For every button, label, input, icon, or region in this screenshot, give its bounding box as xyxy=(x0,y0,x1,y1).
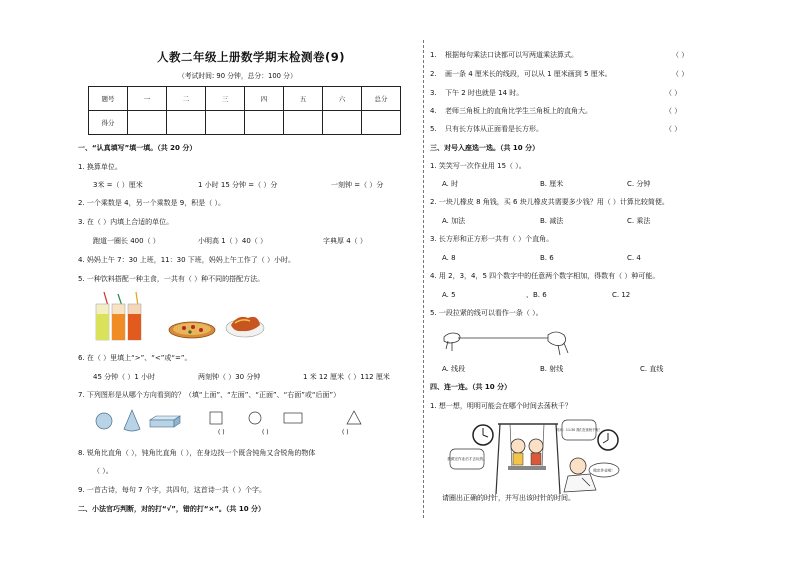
choice-option[interactable]: C. 直线 xyxy=(640,365,664,373)
section-heading-choice: 三、对号入座选一选。（共 10 分） xyxy=(430,144,540,152)
choice-option[interactable]: A. 线段 xyxy=(442,365,466,373)
judge-statement: 画一条 4 厘米长的线段，可以从 1 厘米画到 5 厘米。 xyxy=(445,70,612,78)
answer-blank[interactable]: ( ) xyxy=(218,429,225,436)
question-8-b: （ ）。 xyxy=(93,467,113,475)
view-outlines xyxy=(208,410,368,428)
section-heading-match: 四、连一连。（共 10 分） xyxy=(430,383,512,391)
table-row xyxy=(89,111,401,135)
question-6: 6. 在（ ）里填上“>”、“<”或“=”。 xyxy=(78,354,192,362)
lasagna-icon xyxy=(226,317,264,337)
choice-question-1: 1. 笑笑写一次作业用 15（ ）。 xyxy=(430,162,526,170)
judge-blank[interactable]: （ ） xyxy=(672,51,689,59)
rectangle-outline-icon xyxy=(284,413,302,423)
bubble-text: 时间：11:30 我们在荡秋千呢！ xyxy=(556,428,602,432)
question-6-c: 1 米 12 厘米（ ）112 厘米 xyxy=(303,373,390,381)
question-3-a: 跑道一圈长 400（ ） xyxy=(93,237,160,245)
choice-question-3: 3. 长方形和正方形一共有（ ）个直角。 xyxy=(430,235,554,243)
question-6-b: 两刻钟（ ）30 分钟 xyxy=(198,373,261,381)
question-2: 2. 一个乘数是 4，另一个乘数是 9，积是（ ）。 xyxy=(78,199,225,207)
match-instruction: 请圈出正确的时针，并写出该时针的时间。 xyxy=(442,494,575,502)
stretched-string-illustration xyxy=(440,325,570,357)
table-header-cell: 六 xyxy=(323,87,362,111)
question-3-c: 字典厚 4（ ） xyxy=(323,237,367,245)
question-4: 4. 妈妈上午 7：30 上班，11：30 下班，妈妈上午工作了（ ）小时。 xyxy=(78,256,295,264)
clock-icon[interactable] xyxy=(598,430,618,450)
question-1: 1. 换算单位。 xyxy=(78,163,122,171)
child-icon xyxy=(511,439,525,465)
question-1-a: 3米 =（ ）厘米 xyxy=(93,181,143,189)
juice-glass-icon xyxy=(112,294,125,340)
page-title: 人教二年级上册数学期末检测卷(9) xyxy=(157,50,346,64)
table-header-cell: 二 xyxy=(167,87,206,111)
choice-option[interactable]: A. 5 xyxy=(442,291,456,299)
square-outline-icon xyxy=(210,412,222,424)
score-cell[interactable] xyxy=(323,111,362,135)
column-divider xyxy=(423,40,424,518)
table-header-cell: 三 xyxy=(206,87,245,111)
choice-option[interactable]: C. 分钟 xyxy=(627,180,651,188)
score-cell[interactable] xyxy=(206,111,245,135)
choice-option[interactable]: B. 6 xyxy=(540,254,554,262)
choice-question-2: 2. 一块儿橡皮 8 角钱，买 6 块儿橡皮共需要多少钱？用（ ）计算比较简便。 xyxy=(430,198,669,206)
choice-option[interactable]: 、B. 6 xyxy=(526,291,547,299)
judge-statement: 老师三角板上的直角比学生三角板上的直角大。 xyxy=(445,107,592,115)
answer-blank[interactable]: ( ) xyxy=(342,429,349,436)
swing-frame-icon xyxy=(496,424,560,494)
score-cell[interactable] xyxy=(167,111,206,135)
question-3: 3. 在（ ）内填上合适的单位。 xyxy=(78,218,174,226)
clock-icon[interactable] xyxy=(473,425,493,445)
table-row xyxy=(89,87,401,111)
table-header-cell: 五 xyxy=(284,87,323,111)
score-cell[interactable] xyxy=(128,111,167,135)
judge-blank[interactable]: （ ） xyxy=(665,107,682,115)
table-header-cell: 一 xyxy=(128,87,167,111)
exam-info: （考试时间: 90 分钟，总分：100 分） xyxy=(178,72,297,80)
answer-blank[interactable]: ( ) xyxy=(262,429,269,436)
cone-icon xyxy=(124,410,140,431)
speech-bubble xyxy=(556,420,601,440)
solid-shapes xyxy=(94,408,184,434)
table-row-label: 得分 xyxy=(89,111,128,135)
judge-blank[interactable]: （ ） xyxy=(665,125,682,133)
triangle-outline-icon xyxy=(347,411,361,424)
question-9: 9. 一首古诗，每句 7 个字，共四句，这首诗一共（ ）个字。 xyxy=(78,486,267,494)
choice-option[interactable]: C. 乘法 xyxy=(627,217,651,225)
match-question-1: 1. 想一想，明明可能会在哪个时间去荡秋千？ xyxy=(430,402,572,410)
table-header-cell: 四 xyxy=(245,87,284,111)
cuboid-icon xyxy=(150,416,180,427)
judge-statement: 只有长方体从正面看是长方形。 xyxy=(445,125,543,133)
speech-bubble xyxy=(447,449,487,469)
choice-option[interactable]: A. 加法 xyxy=(442,217,466,225)
choice-question-5: 5. 一段拉紧的线可以看作一条（ ）。 xyxy=(430,309,543,317)
juice-glass-icon xyxy=(128,292,141,340)
table-header-cell: 总分 xyxy=(362,87,401,111)
judge-blank[interactable]: （ ） xyxy=(665,89,682,97)
bubble-text: 我做完作业后才去玩的。 xyxy=(447,457,487,461)
score-cell[interactable] xyxy=(245,111,284,135)
juice-glass-icon xyxy=(96,292,109,340)
question-1-c: 一刻钟 =（ ）分 xyxy=(331,181,384,189)
question-3-b: 小明高 1（ ）40（ ） xyxy=(198,237,268,245)
choice-option[interactable]: B. 厘米 xyxy=(540,180,564,188)
judge-blank[interactable]: （ ） xyxy=(672,70,689,78)
score-cell[interactable] xyxy=(362,111,401,135)
swing-scene-illustration xyxy=(447,416,620,498)
circle-outline-icon xyxy=(249,412,261,424)
choice-option[interactable]: B. 减法 xyxy=(540,217,564,225)
question-6-a: 45 分钟（ ）1 小时 xyxy=(93,373,156,381)
judge-number: 1. xyxy=(430,51,437,59)
choice-option[interactable]: C. 4 xyxy=(627,254,641,262)
right-hand-icon xyxy=(548,332,568,355)
bubble-text: 做完作业啦！ xyxy=(593,468,615,473)
sphere-icon xyxy=(96,413,112,429)
question-7: 7. 下列图形是从哪个方向看到的？（填“上面”、“左面”、“正面”、“右面”或“后面”） xyxy=(78,391,341,399)
question-5: 5. 一种饮料搭配一种主食，一共有（ ）种不同的搭配方法。 xyxy=(78,275,265,283)
child-writing-icon xyxy=(564,458,596,492)
table-header-cell: 题号 xyxy=(89,87,128,111)
speech-bubble xyxy=(589,463,619,477)
judge-number: 4. xyxy=(430,107,437,115)
judge-statement: 根据每句乘法口诀都可以写两道乘法算式。 xyxy=(445,51,578,59)
choice-option[interactable]: C. 12 xyxy=(612,291,631,299)
choice-option[interactable]: A. 时 xyxy=(442,180,459,188)
drinks-food-illustration xyxy=(92,292,264,344)
judge-number: 5. xyxy=(430,125,437,133)
question-1-b: 1 小时 15 分钟 =（ ）分 xyxy=(198,181,278,189)
question-8: 8. 锐角比直角（ ），钝角比直角（ ），在身边找一个既含钝角又含锐角的物体 xyxy=(78,449,316,457)
judge-number: 2. xyxy=(430,70,437,78)
pizza-icon xyxy=(169,322,215,338)
score-cell[interactable] xyxy=(284,111,323,135)
section-heading-fill: 一、“认真填写”填一填。（共 20 分） xyxy=(78,144,197,152)
judge-number: 3. xyxy=(430,89,437,97)
choice-option[interactable]: B. 射线 xyxy=(540,365,564,373)
choice-question-4: 4. 用 2，3，4，5 四个数字中的任意两个数字相加，得数有（ ）种可能。 xyxy=(430,272,660,280)
score-table xyxy=(88,86,401,135)
left-hand-icon xyxy=(444,333,460,351)
child-icon xyxy=(529,439,543,465)
section-heading-judge: 二、小法官巧判断，对的打“√”，错的打“×”。（共 10 分） xyxy=(78,505,266,513)
choice-option[interactable]: A. 8 xyxy=(442,254,456,262)
judge-statement: 下午 2 时也就是 14 时。 xyxy=(445,89,524,97)
